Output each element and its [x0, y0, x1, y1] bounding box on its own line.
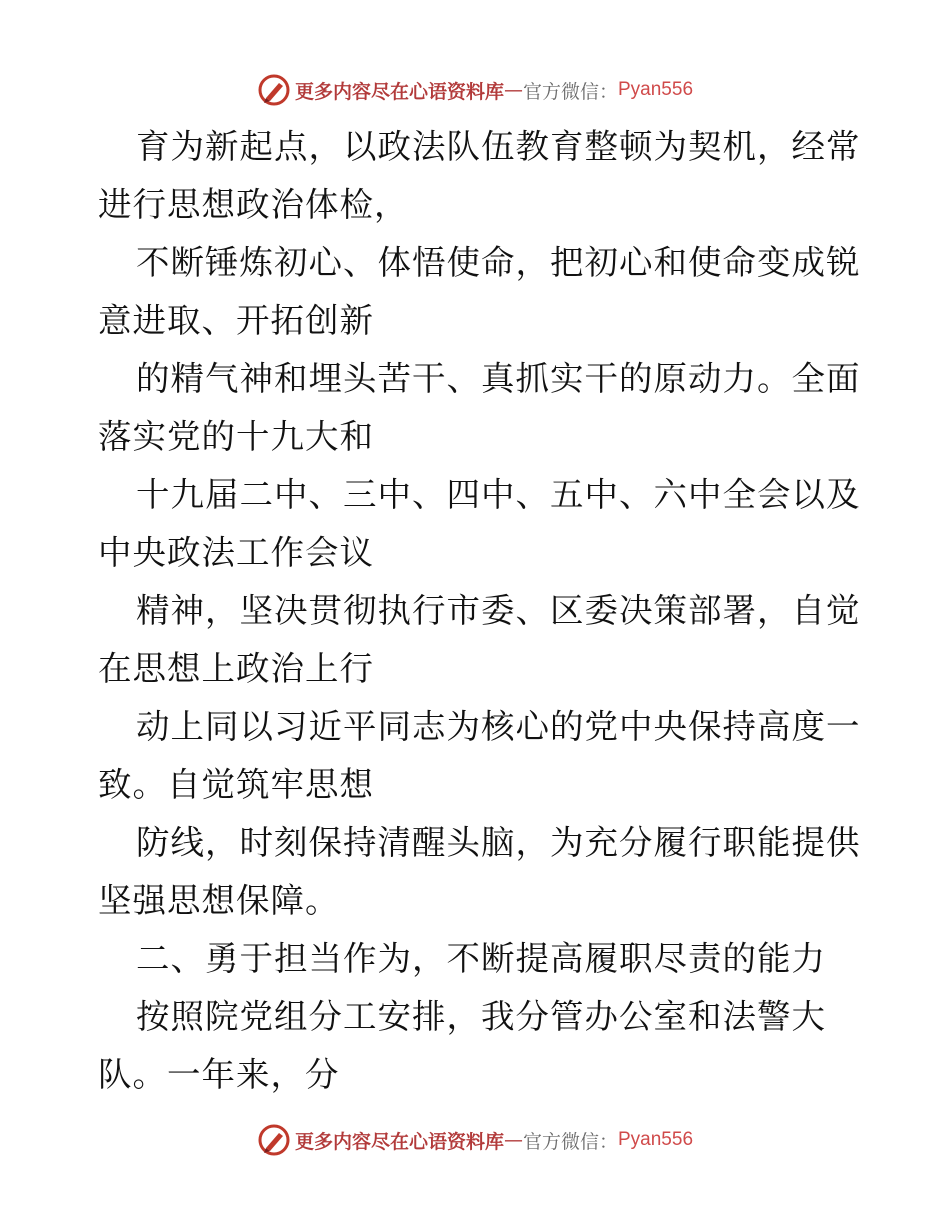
body-line: 育为新起点，以政法队伍教育整顿为契机，经常 — [136, 127, 861, 166]
body-line: 动上同以习近平同志为核心的党中央保持高度一 — [136, 707, 861, 746]
footer-watermark — [0, 1120, 950, 1160]
body-line: 进行思想政治体检， — [98, 185, 409, 224]
body-line: 防线，时刻保持清醒头脑，为充分履行职能提供 — [136, 823, 861, 862]
body-line: 的精气神和埋头苦干、真抓实干的原动力。全面 — [136, 359, 861, 398]
body-line: 按照院党组分工安排，我分管办公室和法警大 — [136, 997, 826, 1036]
document-body — [98, 118, 861, 1104]
header-watermark — [0, 70, 950, 110]
body-line: 意进取、开拓创新 — [98, 301, 374, 340]
body-line: 坚强思想保障。 — [98, 881, 340, 920]
watermark-separator: — — [503, 79, 523, 101]
body-line: 在思想上政治上行 — [98, 649, 374, 688]
watermark-wechat-id: Pyan556 — [618, 1129, 694, 1150]
watermark-label: 官方微信： — [522, 1130, 618, 1153]
body-line: 精神，坚决贯彻执行市委、区委决策部署，自觉 — [136, 591, 861, 630]
watermark-wechat-id: Pyan556 — [618, 79, 694, 100]
body-line: 落实党的十九大和 — [98, 417, 374, 456]
watermark-label: 官方微信： — [522, 80, 618, 103]
watermark-separator: — — [503, 1129, 523, 1151]
body-line: 不断锤炼初心、体悟使命，把初心和使命变成锐 — [136, 243, 861, 282]
body-line: 十九届二中、三中、四中、五中、六中全会以及 — [136, 475, 861, 514]
section-heading: 二、勇于担当作为，不断提高履职尽责的能力 — [136, 939, 826, 978]
body-line: 队。一年来，分 — [98, 1055, 340, 1094]
pen-logo-icon — [257, 73, 291, 107]
watermark-text: 更多内容尽在心语资料库 — [294, 80, 504, 103]
body-line: 致。自觉筑牢思想 — [98, 765, 374, 804]
watermark-text: 更多内容尽在心语资料库 — [294, 1130, 504, 1153]
body-line: 中央政法工作会议 — [98, 533, 374, 572]
pen-logo-icon — [257, 1123, 291, 1157]
